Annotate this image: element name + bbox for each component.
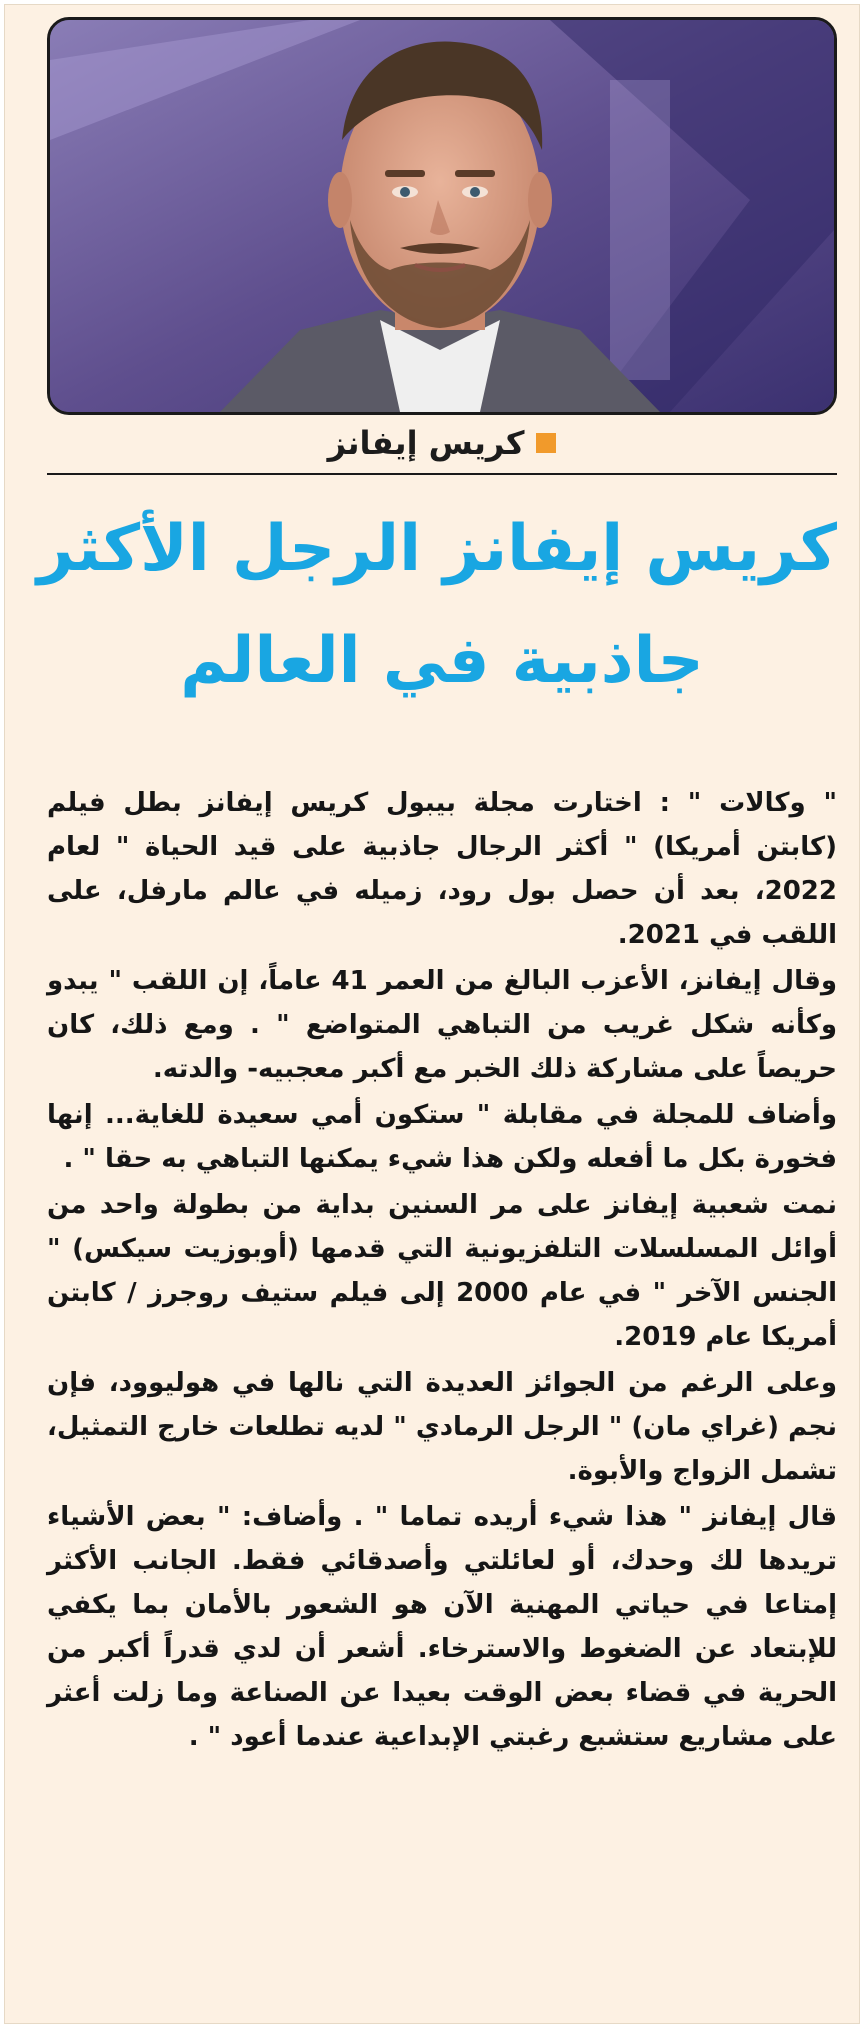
article-paragraph: " وكالات " : اختارت مجلة بيبول كريس إيفانز بطل فيلم (كابتن أمريكا) " أكثر الرجال جاذبية على قيد الحياة " لعام 2022، بعد أن حصل بول رود، زميله في عالم مارفل، على اللقب في 2021. [47,788,837,950]
news-clipping [4,4,860,2024]
article-paragraph: وعلى الرغم من الجوائز العديدة التي نالها في هوليوود، فإن نجم (غراي مان) " الرجل الرمادي " لديه تطلعات خارج التمثيل، تشمل الزواج والأبوة. [47,1368,837,1486]
article-paragraph: وأضاف للمجلة في مقابلة " ستكون أمي سعيدة للغاية... إنها فخورة بكل ما أفعله ولكن هذا شيء يمكنها التباهي به حقا " . [47,1100,837,1174]
caption-divider [47,473,837,475]
headline [36,493,837,717]
article-paragraph: نمت شعبية إيفانز على مر السنين بداية من بطولة واحد من أوائل المسلسلات التلفزيونية التي قدمها (أوبوزيت سيكس) " الجنس الآخر " في عام 2000 إلى فيلم ستيف روجرز / كابتن أمريكا عام 2019. [47,1190,837,1352]
article-body [47,781,837,1761]
article-paragraph: قال إيفانز " هذا شيء أريده تماما " . وأضاف: " بعض الأشياء تريدها لك وحدك، أو لعائلتي وأصدقائي فقط. الجانب الأكثر إمتاعا في حياتي المهنية الآن هو الشعور بالأمان بما يكفي للإبتعاد عن الضغوط والاسترخاء. أشعر أن لدي قدراً أكبر من الحرية في قضاء بعض الوقت بعيدا عن الصناعة وما زلت أعثر على مشاريع ستشبع رغبتي الإبداعية عندما أعود " . [47,1502,837,1752]
caption-bullet-icon [536,433,556,453]
caption-text: كريس إيفانز [327,424,525,462]
headline-line-1: كريس إيفانز الرجل الأكثر [36,512,837,586]
article-photo [47,17,837,415]
photo-caption [47,419,837,467]
portrait-image [50,20,834,412]
headline-line-2: جاذبية في العالم [180,624,704,698]
article-paragraph: وقال إيفانز، الأعزب البالغ من العمر 41 عاماً، إن اللقب " يبدو وكأنه شكل غريب من التباهي المتواضع " . ومع ذلك، كان حريصاً على مشاركة ذلك الخبر مع أكبر معجبيه- والدته. [47,966,838,1084]
